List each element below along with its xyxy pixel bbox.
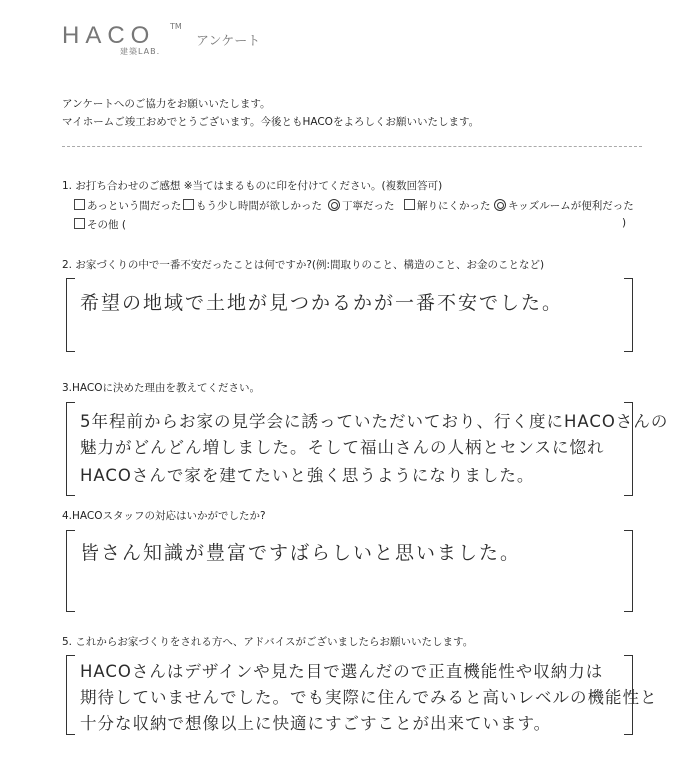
option-other[interactable]: その他 ( [74, 217, 126, 232]
answer-3-line-3: HACOさんで家を建てたいと強く思うようになりました。 [80, 466, 535, 485]
divider [62, 146, 642, 147]
logo-subtitle: 建築LAB. [120, 47, 161, 56]
answer-4-line-1: 皆さん知識が豊富ですばらしいと思いました。 [80, 542, 522, 564]
checkbox[interactable] [183, 199, 194, 210]
answer-5-line-2: 期待していませんでした。でも実際に住んでみると高いレベルの機能性と [80, 688, 658, 707]
answer-3-line-1: 5年程前からお家の見学会に誘っていただいており、行く度にHACOさんの [80, 412, 669, 431]
option-5[interactable]: キッズルームが便利だった [494, 198, 634, 213]
answer-2-bracket-left [66, 278, 75, 352]
checkbox[interactable] [404, 199, 415, 210]
answer-4-bracket-right [624, 530, 633, 612]
answer-3-line-2: 魅力がどんどん増しました。そして福山さんの人柄とセンスに惚れ [80, 438, 605, 457]
option-2[interactable]: もう少し時間が欲しかった [183, 198, 322, 213]
page-title: アンケート [196, 34, 261, 49]
checkbox[interactable] [74, 199, 85, 210]
question-4-label: 4.HACOスタッフの対応はいかがでしたか? [62, 510, 266, 522]
intro-line-2: マイホームご竣工おめでとうございます。今後ともHACOをよろしくお願いいたします。 [62, 116, 480, 128]
checked-checkbox[interactable] [494, 199, 506, 211]
option-4[interactable]: 解りにくかった [404, 198, 491, 213]
checkbox[interactable] [74, 218, 85, 229]
option-other-close: ) [622, 217, 627, 229]
question-3-label: 3.HACOに決めた理由を教えてください。 [62, 382, 261, 394]
answer-3-bracket-left [66, 402, 75, 496]
question-5-label: 5. これからお家づくりをされる方へ、アドバイスがございましたらお願いいたします。 [62, 636, 474, 648]
answer-5-line-1: HACOさんはデザインや見た目で選んだので正直機能性や収納力は [80, 662, 604, 681]
answer-4-bracket-left [66, 530, 75, 612]
question-2-label: 2. お家づくりの中で一番不安だったことは何ですか?(例:間取りのこと、構造のこと、お金のことなど) [62, 259, 545, 271]
logo: HACO [62, 22, 156, 49]
intro-line-1: アンケートへのご協力をお願いいたします。 [62, 98, 271, 110]
answer-2-line-1: 希望の地域で土地が見つかるかが一番不安でした。 [80, 292, 564, 314]
answer-5-line-3: 十分な収納で想像以上に快適にすごすことが出来ています。 [80, 714, 552, 733]
question-1-label: 1. お打ち合わせのご感想 ※当てはまるものに印を付けてください。(複数回答可) [62, 180, 443, 192]
option-3[interactable]: 丁寧だった [328, 198, 395, 213]
trademark: TM [170, 22, 182, 31]
answer-5-bracket-left [66, 655, 75, 735]
checked-checkbox[interactable] [328, 199, 340, 211]
option-1[interactable]: あっという間だった [74, 198, 181, 213]
answer-2-bracket-right [624, 278, 633, 352]
